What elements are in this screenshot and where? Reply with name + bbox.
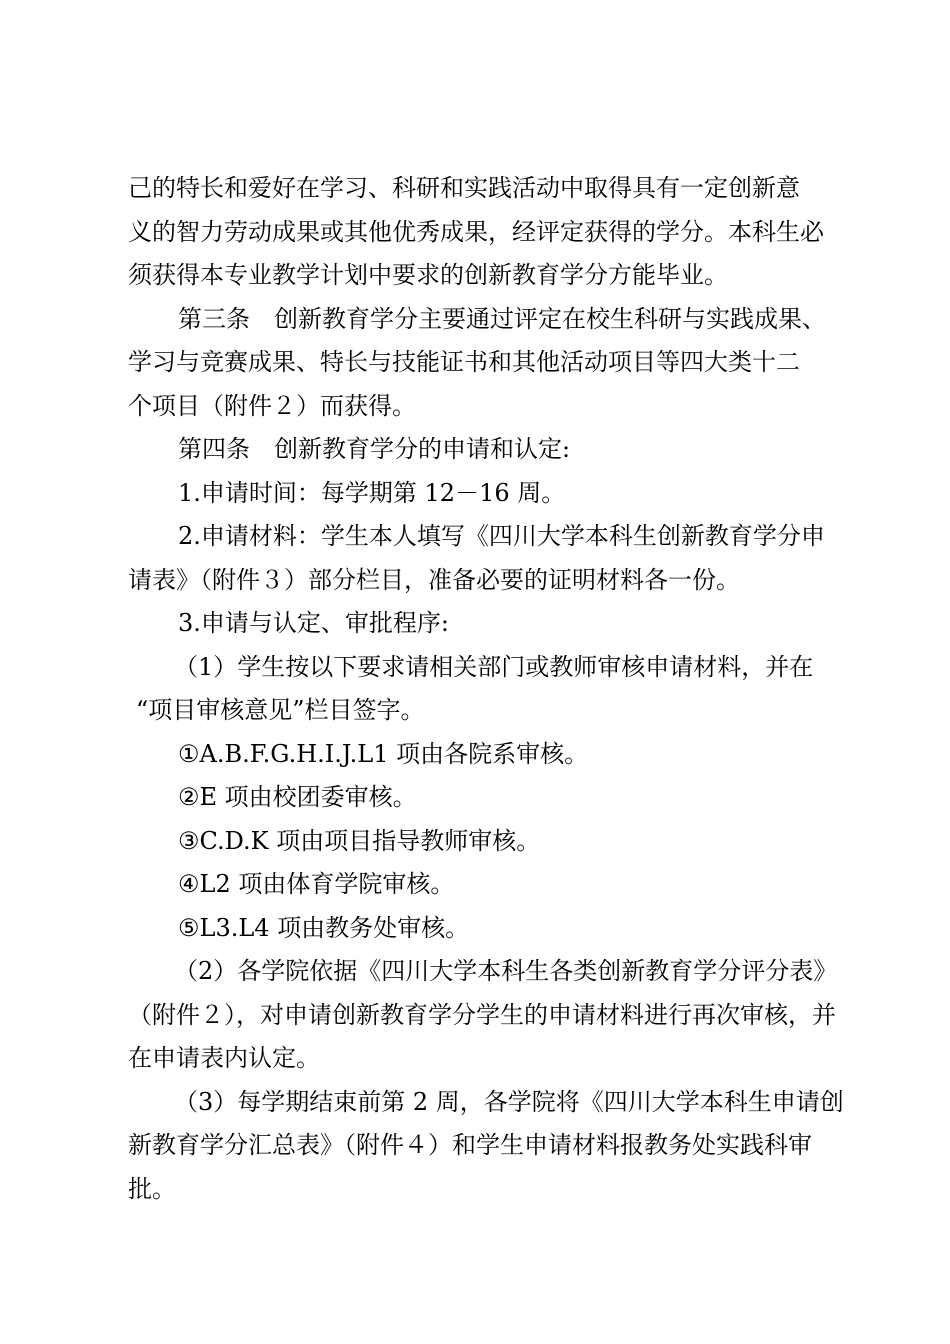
application-materials-line: 2.申请材料：学生本人填写《四川大学本科生创新教育学分申 bbox=[178, 522, 825, 550]
review-item-2: ②E 项由校团委审核。 bbox=[178, 783, 417, 811]
paragraph-line: 义的智力劳动成果或其他优秀成果，经评定获得的学分。本科生必 bbox=[128, 217, 824, 246]
article-4-heading-line: 第四条 创新教育学分的申请和认定: bbox=[178, 435, 571, 463]
paragraph-line: 新教育学分汇总表》（附件４）和学生申请材料报教务处实践科审 bbox=[128, 1131, 812, 1159]
paragraph-line: 须获得本专业教学计划中要求的创新教育学分方能毕业。 bbox=[128, 261, 728, 289]
procedure-heading-line: 3.申请与认定、审批程序: bbox=[178, 609, 449, 637]
paragraph-line: 个项目（附件２）而获得。 bbox=[128, 391, 416, 420]
review-item-4: ④L2 项由体育学院审核。 bbox=[178, 870, 455, 898]
paragraph-line: 学习与竞赛成果、特长与技能证书和其他活动项目等四大类十二 bbox=[128, 348, 800, 376]
paragraph-line: “项目审核意见”栏目签字。 bbox=[136, 696, 425, 724]
application-time-line: 1.申请时间：每学期第 12－16 周。 bbox=[178, 478, 566, 507]
review-item-3: ③C.D.K 项由项目指导教师审核。 bbox=[178, 826, 541, 855]
procedure-step-2-line: （2）各学院依据《四川大学本科生各类创新教育学分评分表》 bbox=[174, 957, 838, 985]
procedure-step-1-line: （1）学生按以下要求请相关部门或教师审核申请材料，并在 bbox=[174, 652, 814, 681]
review-item-1: ①A.B.F.G.H.I.J.L1 项由各院系审核。 bbox=[178, 739, 589, 768]
paragraph-line: 己的特长和爱好在学习、科研和实践活动中取得具有一定创新意 bbox=[128, 174, 800, 202]
document-body bbox=[128, 167, 844, 1211]
paragraph-line: 批。 bbox=[128, 1174, 176, 1203]
paragraph-line: 请表》（附件３）部分栏目，准备必要的证明材料各一份。 bbox=[128, 565, 740, 594]
paragraph-line: 在申请表内认定。 bbox=[128, 1044, 320, 1072]
review-item-5: ⑤L3.L4 项由教务处审核。 bbox=[178, 913, 470, 942]
paragraph-line: （附件２），对申请创新教育学分学生的申请材料进行再次审核，并 bbox=[128, 1000, 836, 1029]
article-3-heading-line: 第三条 创新教育学分主要通过评定在校生科研与实践成果、 bbox=[178, 304, 826, 333]
procedure-step-3-line: （3）每学期结束前第 2 周，各学院将《四川大学本科生申请创 bbox=[174, 1087, 844, 1116]
